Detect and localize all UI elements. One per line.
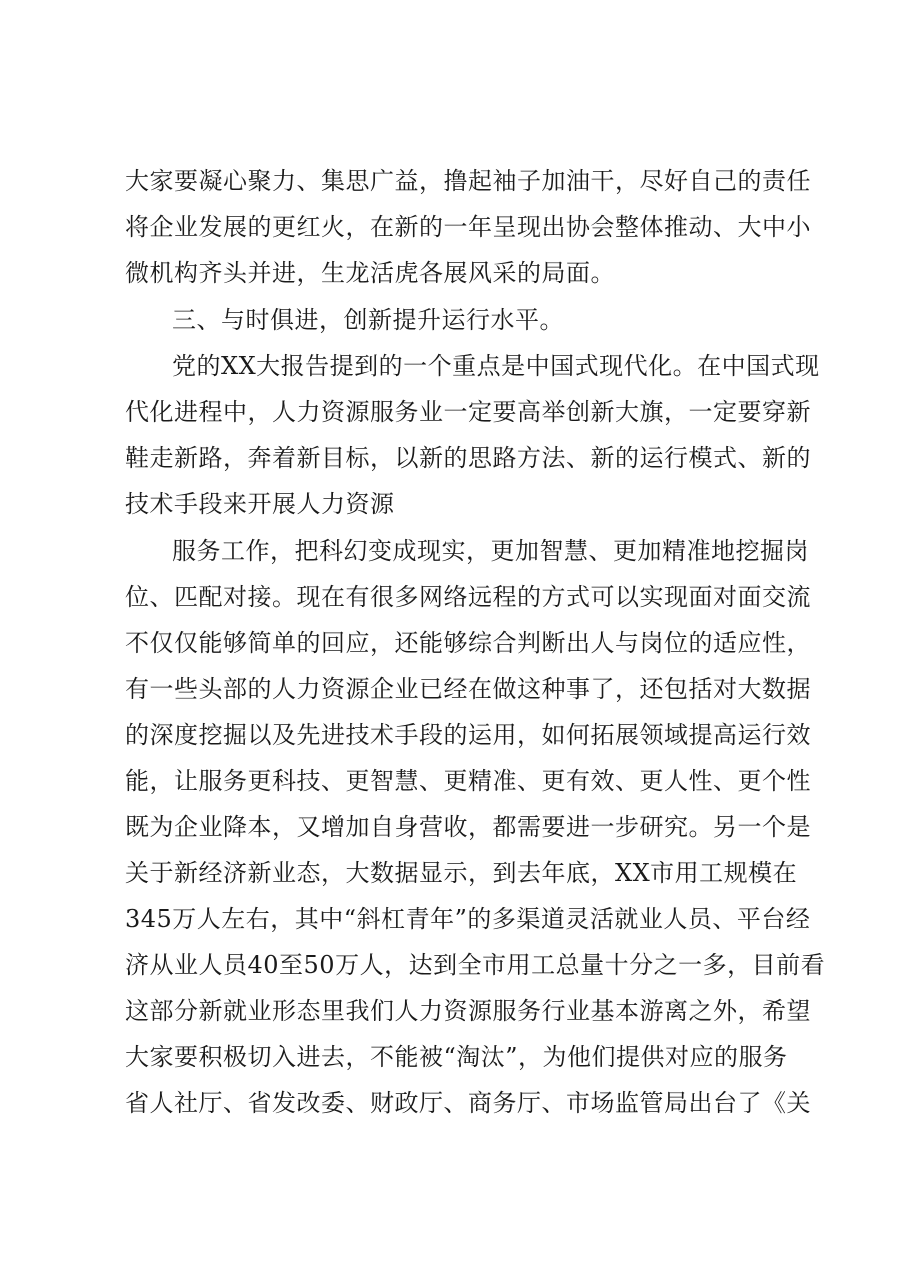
text-line: 微机构齐头并进，生龙活虎各展风采的局面。	[125, 259, 615, 287]
text-line: 大家要积极切入进去，不能被“淘汰”，为他们提供对应的服务	[125, 1043, 788, 1071]
text-line: 大家要凝心聚力、集思广益，撸起袖子加油干，尽好自己的责任	[125, 167, 811, 195]
text-line: 的深度挖掘以及先进技术手段的运用，如何拓展领域提高运行效	[125, 721, 811, 749]
text-line: 将企业发展的更红火，在新的一年呈现出协会整体推动、大中小	[125, 213, 811, 241]
text-line: 代化进程中，人力资源服务业一定要高举创新大旗，一定要穿新	[125, 398, 811, 426]
text-line: 济从业人员40至50万人，达到全市用工总量十分之一多，目前看	[125, 951, 826, 979]
text-line: 服务工作，把科幻变成现实，更加智慧、更加精准地挖掘岗	[172, 537, 809, 565]
text-line: 位、匹配对接。现在有很多网络远程的方式可以实现面对面交流	[125, 583, 811, 611]
text-line: 既为企业降本，又增加自身营收，都需要进一步研究。另一个是	[125, 813, 811, 841]
text-line: 有一些头部的人力资源企业已经在做这种事了，还包括对大数据	[125, 675, 811, 703]
text-line: 不仅仅能够简单的回应，还能够综合判断出人与岗位的适应性，	[125, 629, 811, 657]
text-line: 345万人左右，其中“斜杠青年”的多渠道灵活就业人员、平台经	[125, 905, 811, 933]
text-line: 鞋走新路，奔着新目标，以新的思路方法、新的运行模式、新的	[125, 444, 811, 472]
text-line: 党的XX大报告提到的一个重点是中国式现代化。在中国式现	[172, 352, 820, 380]
section-heading: 三、与时俱进，创新提升运行水平。	[172, 306, 564, 334]
text-line: 这部分新就业形态里我们人力资源服务行业基本游离之外，希望	[125, 997, 811, 1025]
text-line: 关于新经济新业态，大数据显示，到去年底，XX市用工规模在	[125, 859, 798, 887]
text-line: 能，让服务更科技、更智慧、更精准、更有效、更人性、更个性	[125, 767, 811, 795]
text-line: 省人社厅、省发改委、财政厅、商务厅、市场监管局出台了《关	[125, 1089, 811, 1117]
text-line: 技术手段来开展人力资源	[125, 490, 395, 518]
